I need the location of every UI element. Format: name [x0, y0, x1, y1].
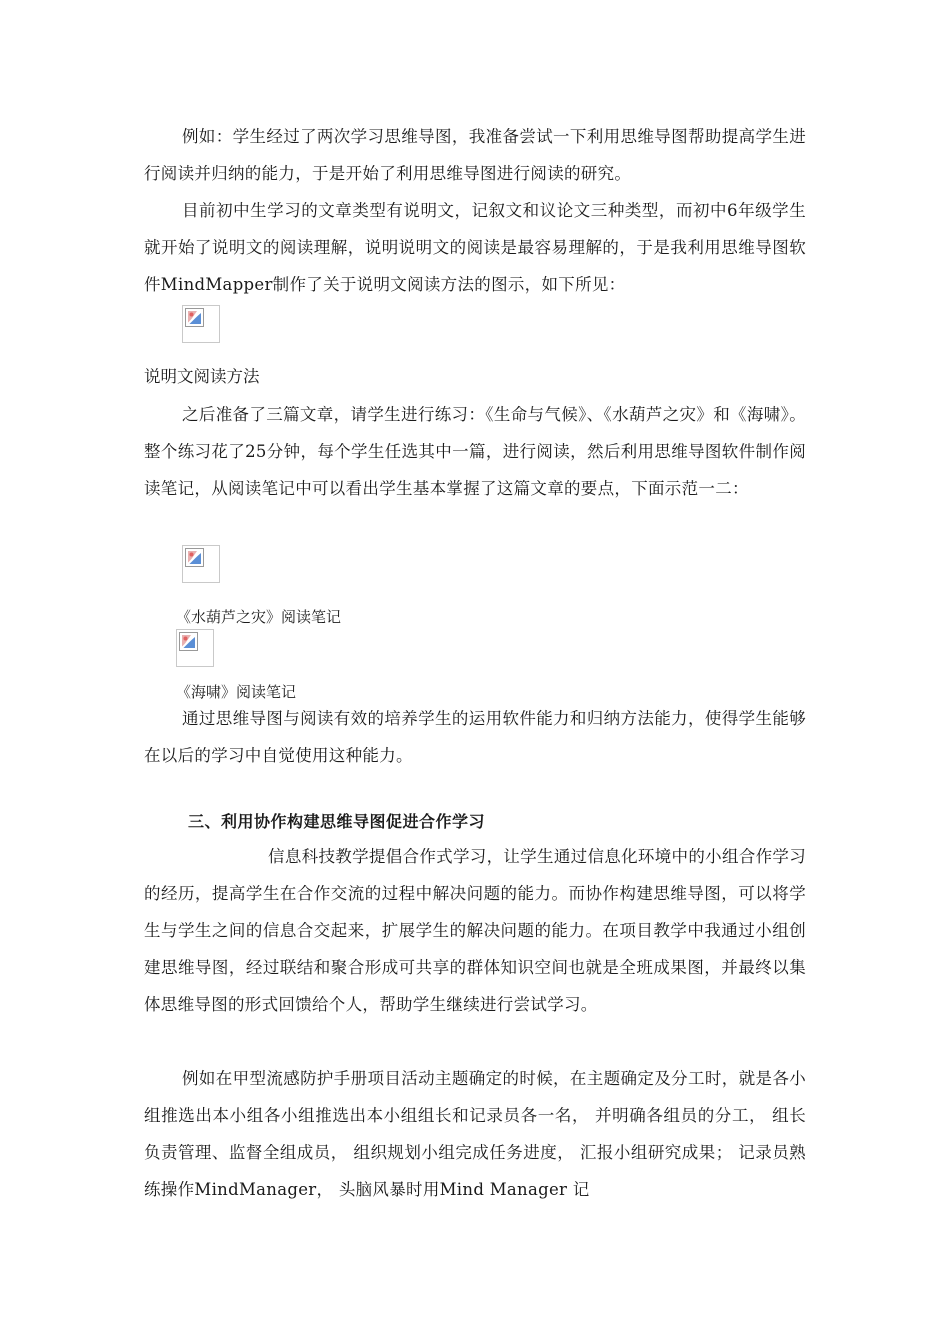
- section-heading: 三、利用协作构建思维导图促进合作学习: [188, 812, 486, 831]
- paragraph-1: 例如：学生经过了两次学习思维导图，我准备尝试一下利用思维导图帮助提高学生进行阅读并归纳的能力，于是开始了利用思维导图进行阅读的研究。: [144, 127, 806, 183]
- paragraph-6: 例如在甲型流感防护手册项目活动主题确定的时候，在主题确定及分工时，就是各小组推选出本小组各小组推选出本小组组长和记录员各一名， 并明确各组员的分工， 组长负责管理、监督全组成员， 组织规划小组完成任务进度， 汇报小组研究成果； 记录员熟练操作MindManager， 头脑风暴时用Mind Manager 记: [144, 1069, 806, 1199]
- caption-expository-reading: 说明文阅读方法: [144, 367, 260, 386]
- caption-tsunami: 《海啸》阅读笔记: [176, 683, 297, 701]
- paragraph-3: 之后准备了三篇文章，请学生进行练习：《生命与气候》、《水葫芦之灾》和《海啸》。整个练习花了25分钟，每个学生任选其中一篇，进行阅读，然后利用思维导图软件制作阅读笔记，从阅读笔记中可以看出学生基本掌握了这篇文章的要点，下面示范一二：: [144, 405, 806, 498]
- mindmap-image-placeholder-3: [176, 629, 214, 667]
- mindmap-image-placeholder-1: [182, 305, 220, 343]
- mindmap-image-placeholder-2: [182, 545, 220, 583]
- paragraph-5: 信息科技教学提倡合作式学习，让学生通过信息化环境中的小组合作学习的经历，提高学生在合作交流的过程中解决问题的能力。而协作构建思维导图，可以将学生与学生之间的信息合交起来，扩展学生的解决问题的能力。在项目教学中我通过小组创建思维导图，经过联结和聚合形成可共享的群体知识空间也就是全班成果图，并最终以集体思维导图的形式回馈给个人，帮助学生继续进行尝试学习。: [144, 847, 806, 1014]
- paragraph-2: 目前初中生学习的文章类型有说明文，记叙文和议论文三种类型，而初中6年级学生就开始了说明文的阅读理解，说明说明文的阅读是最容易理解的，于是我利用思维导图软件MindMapper制作了关于说明文阅读方法的图示，如下所见：: [144, 201, 806, 294]
- paragraph-4: 通过思维导图与阅读有效的培养学生的运用软件能力和归纳方法能力，使得学生能够在以后的学习中自觉使用这种能力。: [144, 709, 806, 765]
- caption-water-hyacinth: 《水葫芦之灾》阅读笔记: [176, 608, 342, 626]
